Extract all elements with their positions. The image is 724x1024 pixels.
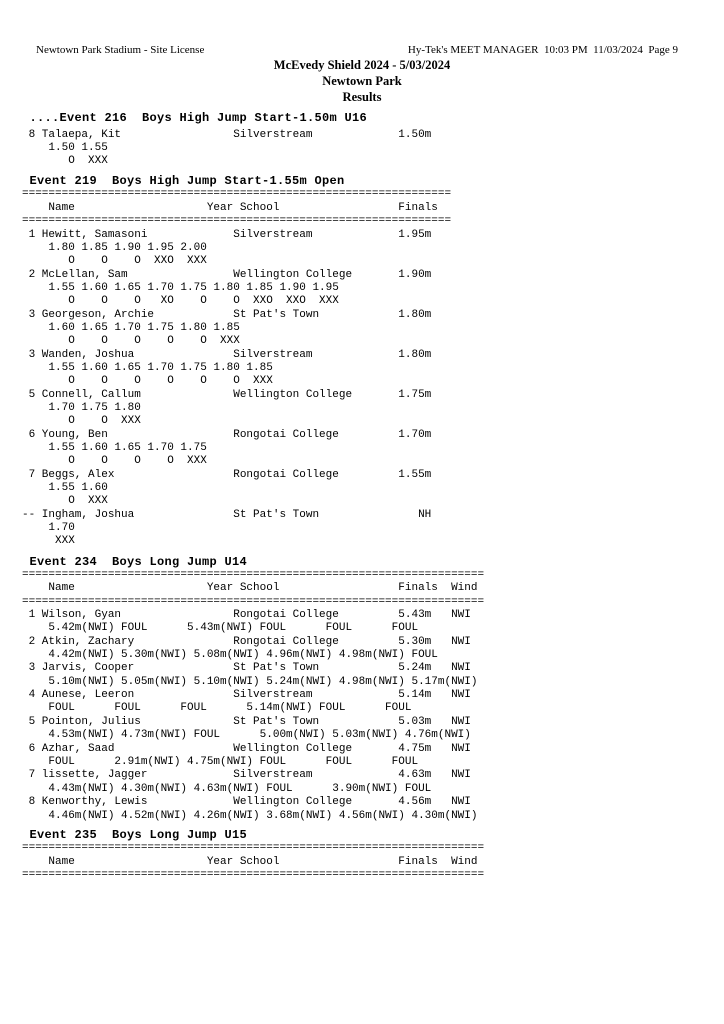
result-line: 5.10m(NWI) 5.05m(NWI) 5.10m(NWI) 5.24m(NWI) 4.98m(NWI) 5.17m(NWI) — [22, 676, 478, 688]
result-line: 3 Georgeson, Archie St Pat's Town 1.80m — [22, 309, 432, 321]
result-line: FOUL FOUL FOUL 5.14m(NWI) FOUL FOUL — [22, 702, 412, 714]
separator-line: ================================================================= — [22, 215, 452, 227]
result-line: 2 McLellan, Sam Wellington College 1.90m — [22, 269, 432, 281]
result-line: 4.46m(NWI) 4.52m(NWI) 4.26m(NWI) 3.68m(NWI) 4.56m(NWI) 4.30m(NWI) — [22, 810, 478, 822]
result-line: -- Ingham, Joshua St Pat's Town NH — [22, 509, 432, 521]
result-line: O O O XO O O XXO XXO XXX — [22, 295, 339, 307]
column-header: Name Year School Finals Wind — [22, 856, 478, 868]
event-heading: Event 234 Boys Long Jump U14 — [22, 555, 248, 569]
result-line: 8 Talaepa, Kit Silverstream 1.50m — [22, 129, 432, 141]
meet-title: McEvedy Shield 2024 - 5/03/2024 — [273, 58, 451, 72]
separator-line: ====================================================================== — [22, 596, 485, 608]
event-heading: Event 219 Boys High Jump Start-1.55m Open — [22, 174, 345, 188]
separator-line: ====================================================================== — [22, 842, 485, 854]
result-line: 1.50 1.55 — [22, 142, 108, 154]
result-line: 1 Wilson, Gyan Rongotai College 5.43m NWI — [22, 609, 471, 621]
result-line: 1 Hewitt, Samasoni Silverstream 1.95m — [22, 229, 432, 241]
result-line: 3 Jarvis, Cooper St Pat's Town 5.24m NWI — [22, 662, 471, 674]
result-line: O XXX — [22, 155, 108, 167]
result-line: 1.70 — [22, 522, 75, 534]
result-line: 4.53m(NWI) 4.73m(NWI) FOUL 5.00m(NWI) 5.03m(NWI) 4.76m(NWI) — [22, 729, 471, 741]
result-line: 6 Azhar, Saad Wellington College 4.75m NWI — [22, 743, 471, 755]
result-line: 1.60 1.65 1.70 1.75 1.80 1.85 — [22, 322, 240, 334]
result-line: 5 Connell, Callum Wellington College 1.75m — [22, 389, 432, 401]
results-title: Results — [342, 90, 382, 104]
result-line: 1.55 1.60 1.65 1.70 1.75 — [22, 442, 207, 454]
header-site-license: Newtown Park Stadium - Site License — [36, 44, 205, 56]
column-header: Name Year School Finals — [22, 202, 438, 214]
result-line: O XXX — [22, 495, 108, 507]
result-line: 4 Aunese, Leeron Silverstream 5.14m NWI — [22, 689, 471, 701]
result-line: 8 Kenworthy, Lewis Wellington College 4.56m NWI — [22, 796, 471, 808]
result-line: 1.80 1.85 1.90 1.95 2.00 — [22, 242, 207, 254]
result-line: 7 lissette, Jagger Silverstream 4.63m NWI — [22, 769, 471, 781]
result-line: O O O O O XXX — [22, 335, 240, 347]
result-line: 1.70 1.75 1.80 — [22, 402, 141, 414]
result-line: O O O O O O XXX — [22, 375, 273, 387]
result-line: O O O O XXX — [22, 455, 207, 467]
separator-line: ================================================================= — [22, 188, 452, 200]
result-line: 1.55 1.60 — [22, 482, 108, 494]
venue-title: Newtown Park — [322, 74, 402, 88]
result-line: 5 Pointon, Julius St Pat's Town 5.03m NWI — [22, 716, 471, 728]
result-line: 4.42m(NWI) 5.30m(NWI) 5.08m(NWI) 4.96m(NWI) 4.98m(NWI) FOUL — [22, 649, 438, 661]
event-heading: ....Event 216 Boys High Jump Start-1.50m U16 — [22, 111, 368, 125]
result-line: 1.55 1.60 1.65 1.70 1.75 1.80 1.85 1.90 1.95 — [22, 282, 339, 294]
result-line: 5.42m(NWI) FOUL 5.43m(NWI) FOUL FOUL FOUL — [22, 622, 419, 634]
header-meet-manager-info: Hy-Tek's MEET MANAGER 10:03 PM 11/03/2024 Page 9 — [407, 44, 678, 56]
result-line: 6 Young, Ben Rongotai College 1.70m — [22, 429, 432, 441]
result-line: 3 Wanden, Joshua Silverstream 1.80m — [22, 349, 432, 361]
result-line: 7 Beggs, Alex Rongotai College 1.55m — [22, 469, 432, 481]
result-line: O O XXX — [22, 415, 141, 427]
result-line: O O O XXO XXX — [22, 255, 207, 267]
result-line: 1.55 1.60 1.65 1.70 1.75 1.80 1.85 — [22, 362, 273, 374]
separator-line: ====================================================================== — [22, 569, 485, 581]
result-line: 4.43m(NWI) 4.30m(NWI) 4.63m(NWI) FOUL 3.90m(NWI) FOUL — [22, 783, 432, 795]
column-header: Name Year School Finals Wind — [22, 582, 478, 594]
result-line: XXX — [22, 535, 75, 547]
event-heading: Event 235 Boys Long Jump U15 — [22, 828, 248, 842]
result-line: FOUL 2.91m(NWI) 4.75m(NWI) FOUL FOUL FOUL — [22, 756, 419, 768]
result-line: 2 Atkin, Zachary Rongotai College 5.30m NWI — [22, 636, 471, 648]
separator-line: ====================================================================== — [22, 869, 485, 881]
